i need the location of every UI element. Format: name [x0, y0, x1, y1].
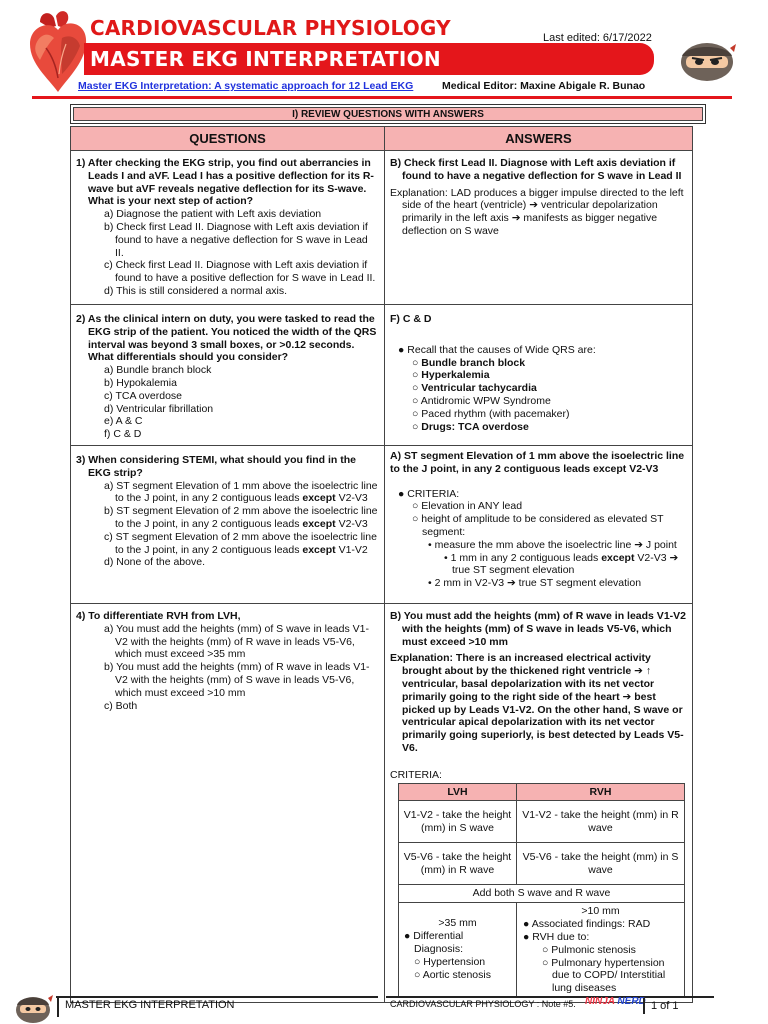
- question-cell-4: [71, 603, 385, 1002]
- answer-cell-3: [385, 445, 693, 603]
- question-2-option-b: b) Hypokalemia: [104, 376, 177, 389]
- lvh-differential-2: ○ Aortic stenosis: [414, 968, 491, 981]
- question-4-option-a: a) You must add the heights (mm) of S wave in leads V1-V2 with the heights (mm) of R wave in leads V5-V6, which must exceed >35 mm: [104, 622, 369, 661]
- question-4-option-c: c) Both: [104, 699, 138, 712]
- answer-2: F) C & D: [390, 313, 432, 325]
- circle-bullet-icon: ○: [412, 420, 419, 433]
- section-title-box: [70, 104, 706, 124]
- question-cell-1: [71, 151, 385, 305]
- answer-cell-2: [385, 305, 693, 446]
- question-1-stem: 1) After checking the EKG strip, you find out aberrancies in Leads I and aVF. Lead I has a positive deflection for its R-wave but aVF reveals negative deflection for its S-wave. What is your next step of action?: [76, 157, 374, 208]
- answers-column-header: ANSWERS: [385, 127, 693, 151]
- rvh-findings: [517, 903, 685, 998]
- answer-1: B) Check first Lead II. Diagnose with Left axis deviation if found to have a negative deflection for S wave in Lead II: [390, 157, 682, 182]
- rvh-due-label: ● RVH due to:: [523, 930, 590, 943]
- table-row-q1: [71, 151, 693, 305]
- circle-bullet-icon: ○: [412, 356, 419, 369]
- circle-bullet-icon: ○: [542, 956, 549, 969]
- header-title-banner: [84, 43, 654, 75]
- footer-ninja-icon: [12, 990, 54, 1024]
- answer-cell-4: [385, 603, 693, 1002]
- question-3-option-c: c) ST segment Elevation of 2 mm above the isoelectric line to the J point, in any 2 contiguous leads except V1-V2: [104, 530, 377, 556]
- wide-qrs-cause-5: ○ Paced rhythm (with pacemaker): [412, 407, 570, 420]
- medical-editor: Medical Editor: Maxine Abigale R. Bunao: [442, 80, 646, 92]
- footer-title: MASTER EKG INTERPRETATION: [57, 997, 235, 1017]
- lvh-differential-1: ○ Hypertension: [414, 955, 486, 968]
- question-2-option-a: a) Bundle branch block: [104, 364, 212, 377]
- answer-1-explanation: Explanation: LAD produces a bigger impulse directed to the left side of the heart (ventricle) ➔ ventricular depolarization primarily in the left axis ➔ manifests as bigger negative deflection on S wave: [390, 186, 684, 237]
- question-2-option-c: c) TCA overdose: [104, 389, 183, 402]
- bullet-icon: ●: [398, 343, 405, 356]
- question-1-option-b: b) Check first Lead II. Diagnose with Left axis deviation if found to have a negative deflection for S wave in Lead II.: [104, 220, 368, 259]
- circle-bullet-icon: ○: [414, 955, 421, 968]
- questions-column-header: QUESTIONS: [71, 127, 385, 151]
- ninja-nerd-logo: NINJA NERD: [585, 996, 646, 1007]
- answer-4: B) You must add the heights (mm) of R wave in leads V1-V2 with the heights (mm) of S wave in leads V5-V6, which must exceed >10 mm: [390, 609, 686, 648]
- question-2-option-d: d) Ventricular fibrillation: [104, 402, 214, 415]
- question-2-option-f: f) C & D: [104, 428, 142, 441]
- question-1-option-c: c) Check first Lead II. Diagnose with Left axis deviation if found to have a positive deflection for S wave in Lead II.: [104, 259, 376, 285]
- circle-bullet-icon: ○: [412, 369, 419, 382]
- rvh-cause-1: ○ Pulmonic stenosis: [542, 943, 636, 956]
- question-cell-2: [71, 305, 385, 446]
- lvh-differential-label: ● Differential Diagnosis:: [404, 930, 464, 955]
- question-4-option-b: b) You must add the heights (mm) of R wave in leads V1-V2 with the heights (mm) of S wave in leads V5-V6, which must exceed >10 mm: [104, 661, 370, 699]
- question-3-option-a: a) ST segment Elevation of 1 mm above the isoelectric line to the J point, in any 2 contiguous leads except V2-V3: [104, 479, 378, 505]
- lvh-v1v2: V1-V2 - take the height (mm) in S wave: [399, 801, 517, 843]
- question-1-option-d: d) This is still considered a normal axis.: [104, 284, 288, 297]
- bullet-icon: ●: [523, 918, 530, 931]
- rvh-v1v2: V1-V2 - take the height (mm) in R wave: [517, 801, 685, 843]
- header-title-main: MASTER EKG INTERPRETATION: [90, 47, 441, 71]
- add-both-waves: Add both S wave and R wave: [399, 885, 685, 903]
- rvh-v5v6: V5-V6 - take the height (mm) in S wave: [517, 843, 685, 885]
- circle-bullet-icon: ○: [414, 968, 421, 981]
- wide-qrs-cause-4: ○ Antidromic WPW Syndrome: [412, 394, 551, 407]
- lvh-v5v6: V5-V6 - take the height (mm) in R wave: [399, 843, 517, 885]
- page-number: 1 of 1: [643, 998, 679, 1014]
- rvh-associated: ● Associated findings: RAD: [523, 918, 651, 931]
- answer-2-recall: ● Recall that the causes of Wide QRS are:: [398, 343, 596, 356]
- header-divider: [32, 96, 732, 99]
- circle-bullet-icon: ○: [412, 382, 419, 395]
- question-3-option-d: d) None of the above.: [104, 556, 205, 569]
- lvh-threshold: >35 mm: [438, 917, 477, 930]
- answer-3-criteria-label: ● CRITERIA:: [398, 487, 460, 500]
- bullet-icon: ●: [523, 930, 530, 943]
- question-3-option-b: b) ST segment Elevation of 2 mm above the isoelectric line to the J point, in any 2 contiguous leads except V2-V3: [104, 505, 378, 530]
- circle-bullet-icon: ○: [542, 943, 549, 956]
- stemi-criterion-2: ○ height of amplitude to be considered as elevated ST segment:: [412, 513, 664, 538]
- answer-cell-1: [385, 151, 693, 305]
- rvh-threshold: >10 mm: [581, 905, 620, 918]
- bullet-icon: ●: [398, 487, 405, 500]
- table-row-q3: [71, 445, 693, 603]
- section-title: I) REVIEW QUESTIONS WITH ANSWERS: [73, 107, 703, 121]
- answer-3: A) ST segment Elevation of 1 mm above the isoelectric line to the J point, in any 2 contiguous leads except V2-V3: [390, 449, 685, 475]
- stemi-criterion-5: • 2 mm in V2-V3 ➔ true ST segment elevation: [428, 577, 642, 590]
- rvh-header: RVH: [517, 783, 685, 801]
- question-2-option-e: e) A & C: [104, 415, 143, 428]
- question-3-stem: 3) When considering STEMI, what should you find in the EKG strip?: [76, 453, 356, 479]
- bullet-icon: ●: [404, 930, 411, 943]
- footer-note: CARDIOVASCULAR PHYSIOLOGY : Note #5.: [390, 999, 576, 1009]
- lvh-rvh-criteria-table: [398, 783, 685, 998]
- subheader-line: [78, 80, 646, 93]
- wide-qrs-cause-6: ○ Drugs: TCA overdose: [412, 420, 529, 433]
- rvh-cause-2: ○ Pulmonary hypertension due to COPD/ Interstitial lung diseases: [542, 956, 666, 995]
- last-edited-date: Last edited: 6/17/2022: [543, 32, 652, 44]
- wide-qrs-cause-1: ○ Bundle branch block: [412, 356, 526, 369]
- ninja-mascot-icon: [676, 38, 738, 82]
- review-questions-table: [70, 126, 693, 1003]
- table-row-q4: [71, 603, 693, 1002]
- small-bullet-icon: •: [428, 538, 432, 551]
- master-ekg-link[interactable]: Master EKG Interpretation: A systematic approach for 12 Lead EKG: [78, 80, 414, 92]
- stemi-criterion-3: • measure the mm above the isoelectric line ➔ J point: [428, 538, 677, 551]
- stemi-criterion-1: ○ Elevation in ANY lead: [412, 500, 523, 513]
- table-row-q2: [71, 305, 693, 446]
- circle-bullet-icon: ○: [412, 407, 419, 420]
- question-1-option-a: a) Diagnose the patient with Left axis deviation: [104, 208, 322, 221]
- lvh-header: LVH: [399, 783, 517, 801]
- answer-4-criteria-label: CRITERIA:: [390, 768, 442, 781]
- header-title-top: CARDIOVASCULAR PHYSIOLOGY: [90, 16, 451, 40]
- answer-4-explanation: Explanation: There is an increased electrical activity brought about by the thickened right ventricle ➔ ↑ ventricular, basal depolarization with its net vector primarily going to the right side of the heart ➔ best picked up by Leads V1-V2. On the other hand, S wave or ventricular apical depolarization with its net vector primarily going superiorly, is best detected by Leads V5-V6.: [390, 652, 684, 754]
- small-bullet-icon: •: [428, 577, 432, 590]
- circle-bullet-icon: ○: [412, 500, 419, 513]
- wide-qrs-cause-3: ○ Ventricular tachycardia: [412, 382, 537, 395]
- circle-bullet-icon: ○: [412, 394, 419, 407]
- question-4-stem: 4) To differentiate RVH from LVH,: [76, 609, 241, 622]
- stemi-criterion-4: • 1 mm in any 2 contiguous leads except V2-V3 ➔ true ST segment elevation: [444, 551, 679, 577]
- small-bullet-icon: •: [444, 551, 448, 564]
- lvh-findings: [399, 903, 517, 998]
- question-2-stem: 2) As the clinical intern on duty, you were tasked to read the EKG strip of the patient. You noticed the width of the QRS interval was beyond 3 small boxes, or >0.12 seconds. What differentials should you consider?: [76, 313, 377, 364]
- circle-bullet-icon: ○: [412, 513, 419, 526]
- question-cell-3: [71, 445, 385, 603]
- wide-qrs-cause-2: ○ Hyperkalemia: [412, 369, 490, 382]
